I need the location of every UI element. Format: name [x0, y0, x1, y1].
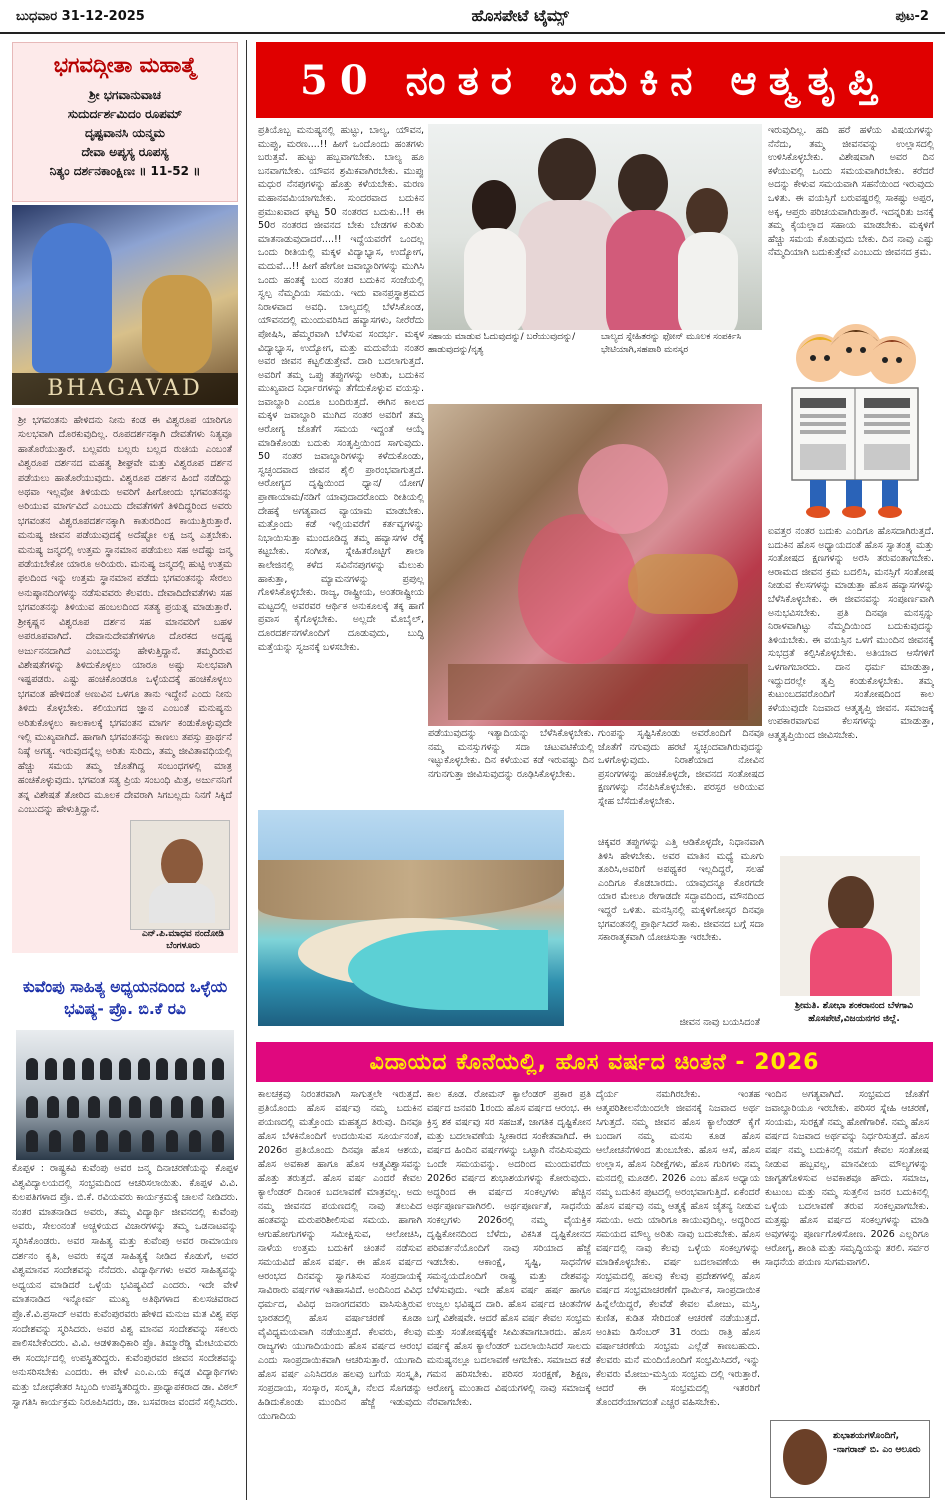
bride-bangles [518, 514, 638, 664]
group-row-back [26, 1058, 224, 1080]
group-row-front [26, 1130, 224, 1152]
article1-column-1: ಪ್ರತಿಯೊಬ್ಬ ಮನುಷ್ಯನಲ್ಲಿ ಹುಟ್ಟು, ಬಾಲ್ಯ, ಯೌವನ, ಮುಪ್ಪು, ಮರಣ....!! ಹೀಗೆ ಒಂದೊಂದು ಹಂತಗಳು ಬರುತ್ತವೆ. ಹುಟ್ಟು ಹಬ್ಬವಾಗಬೇಕು. ಬಾಲ್ಯ ಹೂ ಬನವಾಗಬೇಕು. ಯೌವನ ಶ್ರಮಿಕವಾಗಿರಬೇಕು. ಮುಪ್ಪು ಮಧುರ ನೆನಪುಗಳನ್ನು ಹೊತ್ತು ಕಳೆಯಬೇಕು. ಮರಣ ಮಹಾನವಮಿಯಾಗಬೇಕು. ಸುಂದರವಾದ ಬದುಕಿನ ಪ್ರಮುಖವಾದ ಘಟ್ಟ 50 ನಂತರದ ಬದುಕು..!! ಈ 50ರ ನಂತರದ ಜೀವನದ ಬೇಕು ಬೇಡಗಳ ಕುರಿತು ಮಾತನಾಡುವುದಾದರೆ....!! ಇದ್ದೆಯವರೆಗೆ ಒಂದಲ್ಲ ಒಂದು ರೀತಿಯಲ್ಲಿ ಮಕ್ಕಳ ವಿದ್ಯಾಭ್ಯಾಸ, ಉದ್ಯೋಗ, ಮದುವೆ...!! ಹೀಗೆ ಹೇಗೋ ಜವಾಬ್ದಾರಿಗಳನ್ನು ಮುಗಿಸಿ ಒಂದು ಹಂತಕ್ಕೆ ಬಂದ ನಂತರ ಬದುಕಿನ ಸಂಜೆಯಲ್ಲಿ ಸ್ವಲ್ಪ ನೆಮ್ಮದಿಯ ಸಮಯ. ಇದು ವಾನಪ್ರಸ್ಥಾಶ್ರಮದ ನಿರಾಳವಾದ ಅವಧಿ. ಬಾಲ್ಯದಲ್ಲಿ ಬೆಳೆಸಿಕೊಂಡ, ಯೌವನದಲ್ಲಿ ಮುಂದುವರಿಸಿದ ಹವ್ಯಾಸಗಳು, ನೀರೆರೆದು ಪೋಷಿಸಿ, ಹೆಮ್ಮರವಾಗಿ ಬೆಳೆಸುವ ಸಂದರ್ಭ. ಮಕ್ಕಳ ವಿದ್ಯಾಭ್ಯಾಸ, ಉದ್ಯೋಗ, ಮತ್ತು ಮದುವೆಯ ನಂತರ ಅವರ ಜೀವನ ಕಟ್ಟಲಿಡುತ್ತೇವೆ. ದಾರಿ ಬದಲಾಗುತ್ತದೆ. ಅವರಿಗೆ ತಮ್ಮ ಒಪ್ಪು ತಪ್ಪುಗಳನ್ನು ಅರಿತು, ಬದುಕಿನ ಮುಖ್ಯವಾದ ನಿರ್ಧಾರಗಳನ್ನು ತೆಗೆದುಕೊಳ್ಳುವ ವಯಸ್ಸು. ಜವಾಬ್ದಾರಿ ಎಂದೂ ಬಂದಿರುತ್ತದೆ. ಈಗಿನ ಕಾಲದ ಮಕ್ಕಳ ಜವಾಬ್ದಾರಿ ಮುಗಿದ ನಂತರ ಅವರಿಗೆ ತಮ್ಮ ಆರೋಗ್ಯ ಜೊತೆಗೆ ಸಮಯ ಇದ್ದಂತೆ ಆಯ್ಕೆ ಮಾಡಿಕೊಂಡು ಬದುಕು ಸಂತೃಪ್ತಿಯಿಂದ ಸಾಗುವುದು. 50 ನಂತರ ಜವಾಬ್ದಾರಿಗಳನ್ನು ಕಳೆದುಕೊಂಡು, ಸ್ವಚ್ಛಂದವಾದ ಜೀವನ ಶೈಲಿ ಪ್ರಾರಂಭವಾಗುತ್ತದೆ. ಆರೋಗ್ಯದ ದೃಷ್ಟಿಯಿಂದ ಧ್ಯಾನ/ ಯೋಗ/ಪ್ರಾಣಾಯಾಮ/ನಡಿಗೆ ಯಾವುದಾದರೊಂದು ರೀತಿಯಲ್ಲಿ ದೇಹಕ್ಕೆ ಅಗತ್ಯವಾದ ವ್ಯಾಯಾಮ ಮಾಡಬೇಕು. ಮತ್ತೊಂದು ಕಡೆ ಇಲ್ಲಿಯವರೆಗೆ ಕರ್ತವ್ಯಗಳನ್ನು ನಿಭಾಯಿಸುತ್ತಾ ಮುಂದೂಡಿದ್ದ ತಮ್ಮ ಹವ್ಯಾಸಗಳ ರೆಕ್ಕೆ ಕಟ್ಟಬೇಕು. ಸಂಗೀತ, ಸ್ನೇಹಿತರೊಟ್ಟಿಗೆ ಶಾಲಾ ಕಾಲೇಜಿನಲ್ಲಿ ಕಳೆದ ಸವಿನೆನಪುಗಳನ್ನು ಮೆಲುಕು ಹಾಕುತ್ತಾ, ಮ್ಯಾಮನಗಳನ್ನು ಪ್ರಪುಲ್ಲ ಗೊಳಿಸಿಕೊಳ್ಳಬೇಕು. ರಾಜ್ಯ, ರಾಷ್ಟ್ರೀಯ, ಅಂತರಾಷ್ಟ್ರೀಯ ಮಟ್ಟದಲ್ಲಿ ಅವರವರ ಆರ್ಥಿಕ ಅನುಕೂಲಕ್ಕೆ ತಕ್ಕ ಹಾಗೆ ಪ್ರವಾಸ ಕೈಗೊಳ್ಳಬೇಕು. ಅಲ್ಲದೇ ಮೊಬೈಲ್, ದೂರದರ್ಶನಗಳೊಂದಿಗೆ ದೂಡುವುದು, ಬುದ್ಧಿ ಮತ್ತೆಯನ್ನು ಸ್ವಜನಕ್ಕೆ ಬಳಸಬೇಕು. [258, 125, 424, 653]
author-dress [810, 928, 892, 996]
gita-verse [13, 86, 237, 181]
father-head [538, 138, 596, 204]
author-caption-shobha: ಶ್ರೀಮತಿ. ಶೋಭಾ ಶಂಕರಾನಂದ ಬೆಳಗಾವಿ ಹೊಸಪೇಟೆ,ವಿಜಯನಗರ ಜಿಲ್ಲೆ. [795, 1001, 913, 1024]
father-body [518, 200, 618, 330]
author-face [161, 839, 203, 889]
article1-headline-banner [256, 42, 933, 118]
family-photo-caption [428, 331, 762, 357]
author-box-nagaraj [770, 1420, 930, 1498]
article2-column-3: ದೈರ್ಯ ನಮಗಿರಬೇಕು. ಇಂತಹ ಆತ್ಮಪರಿಶೀಲನೆಯಿಂದಲೇ ಜೀವನಕ್ಕೆ ನಿಜವಾದ ಅರ್ಥ ಸಿಗುತ್ತದೆ. ನಮ್ಮ ಜೀವನ ಹೊಸ ಕ್ಯಾಲೆಂಡರ್ ಕೈಗೆ ಬಂದಾಗ ನಮ್ಮ ಮನಸು ಕೂಡ ಹೊಸ ಆಲೋಚನೆಗಳಿಂದ ತುಂಬಬೇಕು. ಹೊಸ ಆಸೆ, ಹೊಸ ಉಲ್ಲಾಸ, ಹೊಸ ನಿರೀಕ್ಷೆಗಳು, ಹೊಸ ಗುರಿಗಳು ನಮ್ಮ ಮನದಲ್ಲಿ ಮೂಡಲಿ. 2026 ಎಂಬ ಹೊಸ ಅಧ್ಯಾಯ ನಮ್ಮ ಬದುಕಿನ ಪುಟದಲ್ಲಿ ಅರಂಭವಾಗುತ್ತಿದೆ. ಏಕೆಂದರೆ ಹೊಸ ವರ್ಷವು ನಮ್ಮ ಆತ್ಮಕ್ಕೆ ಹೊಸ ಚೈತನ್ಯ ನೀಡುವ ಸಮಯ. ಅದು ಯಾರಿಗೂ ಕಾಯುವುದಿಲ್ಲ. ಅದ್ದರಿಂದ ಸಮಯದ ಮೌಲ್ಯ ಅರಿತು ನಾವು ಬದುಕಬೇಕು. ಹೊಸ ವರ್ಷದಲ್ಲಿ ನಾವು ಕೆಲವು ಒಳ್ಳೆಯ ಸಂಕಲ್ಪಗಳನ್ನು ಮಾಡಿಕೊಳ್ಳಬೇಕು. ವರ್ಷ ಬದಲಾವಣೆಯ ಈ ಸಂಭ್ರಮದಲ್ಲಿ ಹಲವು ಕೆಲವು ಪ್ರದೇಶಗಳಲ್ಲಿ ಹೊಸ ವರ್ಷದ ಸಂಭ್ರಮಾಚರಣೆಗೆ ಧಾರ್ಮಿಕ, ಸಾಂಪ್ರದಾಯಿಕ ಹಿನ್ನೆಲೆಯಿದ್ದರೆ, ಕೆಲವೆಡೆ ಕೇವಲ ಮೋಜು, ಮಸ್ತಿ, ಕುಣಿತ, ಕುಡಿತ ಸೇರಿದಂತೆ ಆಚರಣೆ ನಡೆಯುತ್ತದೆ. ಅಂತಿಮ ಡಿಸೆಂಬರ್ 31 ರಂದು ರಾತ್ರಿ ಹೊಸ ವರ್ಷಾಚರಣೆಯ ಸಂಭ್ರಮ ಎಲ್ಲೆಡೆ ಕಾಣಬಹುದು. ಕೆಲವರು ಮನೆ ಮಂದಿಯೊಂದಿಗೆ ಸಂಭ್ರಮಿಸಿದರೆ, ಇನ್ನು ಕೆಲವರು ಮೋಜು-ಮಸ್ತಿಯ ಸಂಭ್ರಮ ದಲ್ಲಿ ಇರುತ್ತಾರೆ. ಆದರೆ ಈ ಸಂಭ್ರಮದಲ್ಲಿ ಇತರರಿಗೆ ತೊಂದರೆಯಾಗದಂತೆ ಎಚ್ಚರ ವಹಿಸಬೇಕು. [596, 1089, 760, 1408]
girl-head [472, 180, 516, 234]
caption-right: ಬಾಲ್ಯದ ಸ್ನೇಹಿತರನ್ನು ಫೋನ್ ಮೂಲಕ ಸಂಪರ್ಕಿಸಿ ಭೇಟಿಯಾಗಿ,ಸಹಪಾಠಿ ಮನಸ್ಕರ [601, 332, 742, 355]
verse-line: ಶ್ರೀ ಭಗವಾನುವಾಚ [89, 88, 161, 102]
article1-mid-column-a: ಪಡೆಯುವುದನ್ನು ಇತ್ಯಾದಿಯನ್ನು ಬೆಳೆಸಿಕೊಳ್ಳಬೇಕು. ನಮ್ಮ ಮನಸ್ಸುಗಳನ್ನು ಸದಾ ಚಟುವಟಿಕೆಯಲ್ಲಿ ಇಟ್ಟುಕೊಳ್ಳಬೇಕು. ದಿನ ಕಳೆಯುವ ಕಡೆ ಇರುವಷ್ಟು ದಿನ ನಗುನಗುತ್ತಾ ಜೀವಿಸುವುದನ್ನು ರೂಢಿಸಿಕೊಳ್ಳಬೇಕು. [428, 728, 594, 780]
article1-right-column-top: ಇರುವುದಿಲ್ಲ. ಹದಿ ಹರೆ ಹಳೆಯ ವಿಷಯಗಳನ್ನು ನೆನೆದು, ತಮ್ಮ ಜೀವನವನ್ನು ಉಲ್ಲಾಸದಲ್ಲಿ ಉಳಿಸಿಕೊಳ್ಳಬೇಕು. ವಿಶೇಷವಾಗಿ ಅವರ ದಿನ ಕಳೆಯುವಲ್ಲಿ ಒಂದು ಸಮಯವಾಗಿರಬೇಕು. ಕರೆದರೆ ಅದನ್ನು ಕೇಳುವ ಸಮಯವಾಗಿ ಸಹನೆಯಿಂದ ಇರುವುದು ಒಳಿತು. ಈ ವಯಸ್ಸಿಗೆ ಬರುವಷ್ಟರಲ್ಲಿ ಸಾಕಷ್ಟು ಅಪ್ಪರ, ಅಕ್ಕ, ಆಪ್ತರು ಪರಿಚಯವಾಗಿರುತ್ತಾರೆ. ಇದನ್ನರಿತು ಜನಕ್ಕೆ ತಮ್ಮ ಕೈಯಲ್ಲಾದ ಸಹಾಯ ಮಾಡಬೇಕು. ಮಕ್ಕಳಿಗೆ ಹೆಚ್ಚು ಸಮಯ ಕೊಡುವುದು ಬೇಕು. ದಿನ ನಾವು ಎಷ್ಟು ನೆಮ್ಮದಿಯಾಗಿ ಬದುಕುತ್ತೇವೆ ಎಂಬುದು ಜೀವನದ ಕ್ರಮ. [768, 125, 934, 259]
issue-date: ಬುಧವಾರ 31-12-2025 [16, 8, 145, 24]
krishna-figure [32, 223, 112, 373]
image-banner-text: BHAGAVAD [12, 373, 238, 405]
gita-box [12, 42, 238, 202]
gita-article-body: ಶ್ರೀ ಭಗವಂತನು ಹೇಳಿದನು ನೀನು ಕಂಡ ಈ ವಿಶ್ವರೂಪ ಯಾರಿಗೂ ಸುಲಭವಾಗಿ ದೊರಕುವುದಿಲ್ಲ. ರೂಪದರ್ಶನಕ್ಕಾಗಿ ದೇವತೆಗಳು ನಿತ್ಯವೂ ಹಾತೊರೆಯುತ್ತಾರೆ. ಬಲ್ಲವರು ಬಲ್ಲರು ಬಲ್ಲದ ರುಚಿಯ ಎಂಬಂತೆ ವಿಶ್ವರೂಪ ದರ್ಶನದ ಮಹತ್ವ ಶೀಘ್ರವೇ ಮತ್ತು ವಿಶ್ವರೂಪ ದರ್ಶನ ಪಡೆಯಲು ಹಾತೊರೆಯುವುದು. ವಿಶ್ವರೂಪ ದರ್ಶನ ಹಿಂದೆ ನಡೆದಿದ್ದು ಅಥವಾ ಇಲ್ಲವೋ ತಿಳಿಯದು ಅವರಿಗೆ ಹೀಗೋಂದು ಭಗವಂತನನ್ನು ಅರಿಯುವ ಮಾರ್ಗವಿದೆ ಎಂಬುದು ದೇವತೆಗಳಿಗೆ ತಿಳಿದಿದ್ದರಿಂದ ಅವರು ಭಗವಂತನ ವಿಶ್ವರೂಪದರ್ಶನಕ್ಕಾಗಿ ಕಾತುರದಿಂದ ಕಾಯುತ್ತಿರುತ್ತಾರೆ. ಮನುಷ್ಯ ಜೀವನ ಪಡೆಯುವುದಕ್ಕೆ ಅದೆಷ್ಟೋ ಲಕ್ಷ ಜನ್ಮ ಎತ್ತಬೇಕು. ಮನುಷ್ಯ ಜನ್ಮದಲ್ಲಿ ಉತ್ತಮ ಸ್ಥಾನಮಾನ ಪಡೆಯಲು ಸಹ ಅದೆಷ್ಟು ಜನ್ಮ ಪಡೆಯಬೇಕೋ ಯಾರೂ ಅರಿಯರು. ಮನುಷ್ಯ ಜನ್ಮದಲ್ಲಿ ಹುಟ್ಟಿ ಉತ್ತಮ ಫಲದಿಂದ ಇನ್ನು ಉತ್ತಮ ಸ್ಥಾನಮಾನ ಪಡೆದು ಭಗವಂತನನ್ನು ಸೇರಲು ಅನುಷ್ಠಾನದಿಂಗಳನ್ನು ನಡೆಸುವವರು ಕೆಲವರು. ದೇವಾದಿದೇವತೆಗಳು ಸಹ ಭಗವಂತನನ್ನು ತಿಳಿಯುವ ಹಂಬಲದಿಂದ ಸತತ್ಯ ಪ್ರಯತ್ನ ಮಾಡುತ್ತಾರೆ. ಶ್ರೀಕೃಷ್ಣನ ವಿಶ್ವರೂಪ ದರ್ಶನ ಸಹ ಮಾನವರಿಗೆ ಬಹಳ ಅಪರೂಪವಾಗಿದೆ. ದೇವಾನುದೇವತೆಗಳಿಗೂ ದೊರಕದ ಅದೃಷ್ಟ ಅರ್ಜುನನದಾಗಿದೆ ಎಂಬುದನ್ನು ಹೇಳುತ್ತಿದ್ದಾನೆ. ತಮ್ಮದಿರುವ ವಿಶೇಷತೆಗಳನ್ನು ತಿಳಿದುಕೊಳ್ಳಲು ಯಾರೂ ಅಷ್ಟು ಸುಲಭವಾಗಿ ಇಷ್ಟಪಡರು. ಎಷ್ಟು ಹಂಚಿಕೊಂಡರೂ ಒಳ್ಳೆಯದಕ್ಕೆ ಹಂಚಿಕೊಳ್ಳಲು ಭಗವಂತ ಹೇಳಿದಂತೆ ಅಣುವಿನ ಒಳಗೂ ತಾನು ಇದ್ದೇನೆ ಎಂದು ನೀನು ತಿಳಿದು ಕೊಳ್ಳಬೇಕು. ಕಲಿಯುಗದ ಜ್ಞಾನ ಎಂಬಂತೆ ಮನುಷ್ಯನು ಅರಿತುಕೊಳ್ಳಲು ಕಾಲಕಾಲಕ್ಕೆ ಭಗವಂತನ ಮಾರ್ಗ ಕಂಡುಕೊಳ್ಳುವುದೇ ಇಲ್ಲಿ ಮುಖ್ಯವಾಗಿದೆ. ಹಾಗಾಗಿ ಭಗವಂತನನ್ನು ಕಾಣಲು ತಪಸ್ಸು ಪ್ರಾರ್ಥನೆ ನಿಷ್ಠೆ ಅಗತ್ಯ. ಇರುವುದನ್ನೆಲ್ಲ ಅರಿತು ಸುರಿದು, ತಮ್ಮ ಜೀವಿತಾವಧಿಯಲ್ಲಿ ಹೆಚ್ಚು ಸಮಯ ತಮ್ಮ ಜೊತೆಗಿದ್ದ ಸಂಬಂಧಗಳಲ್ಲಿ ಮಾತ್ರ ಹಂಚಿಕೊಳ್ಳುವುದು. ಭಗವಂತ ಸತ್ಯ ಪ್ರಿಯ ಸಂಬಂಧಿ ಮಿತ್ರ, ಅರ್ಜುನನಿಗೆ ತನ್ನ ವಿಶೇಷತೆ ತೋರಿದ ಮೂಲಕ ದೇವರಾಗಿ ಸಿಗಬಲ್ಲದು ನಿನಗೆ ಸಿಕ್ಕಿದೆ ಎಂಬುದನ್ನು ಹೇಳುತ್ತಿದ್ದಾನೆ. [12, 408, 238, 953]
kuvempu-article-body: ಕೊಪ್ಪಳ : ರಾಷ್ಟ್ರಕವಿ ಕುವೆಂಪು ಅವರ ಜನ್ಮ ದಿನಾಚರಣೆಯನ್ನು ಕೊಪ್ಪಳ ವಿಶ್ವವಿದ್ಯಾಲಯದಲ್ಲಿ ಸಂಭ್ರಮದಿಂದ ಆಚರಿಸಲಾಯಿತು. ಕೊಪ್ಪಳ ವಿ.ವಿ. ಕುಲಪತಿಗಳಾದ ಪ್ರೊ. ಬಿ.ಕೆ. ರವಿಯವರು ಕಾರ್ಯಕ್ರಮಕ್ಕೆ ಚಾಲನೆ ನೀಡಿದರು. ನಂತರ ಮಾತನಾಡಿದ ಅವರು, ತಮ್ಮ ವಿದ್ಯಾರ್ಥಿ ಜೀವನದಲ್ಲಿ ಕುವೆಂಪು ಅವರು, ಸೇಲಂನಂತೆ ಅಚ್ಚಳಿಯದ ವಿಚಾರಗಳನ್ನು ತಮ್ಮ ಒಡನಾಟವನ್ನು ಸ್ಮರಿಸಿಕೊಂಡರು. ಅವರ ಸಾಹಿತ್ಯ ಮತ್ತು ಕುವೆಂಪು ಅವರ ರಾಮಾಯಣ ದರ್ಶನಂ ಕೃತಿ, ಅವರು ಕನ್ನಡ ಸಾಹಿತ್ಯಕ್ಕೆ ನೀಡಿದ ಕೊಡುಗೆ, ಅವರ ವಿಶ್ವಮಾನವ ಸಂದೇಶವನ್ನು ನೆನೆದರು. ವಿದ್ಯಾರ್ಥಿಗಳು ಅವರ ಸಾಹಿತ್ಯವನ್ನು ಅಧ್ಯಯನ ಮಾಡಿದರೆ ಒಳ್ಳೆಯ ಭವಿಷ್ಯವಿದೆ ಎಂದರು. ಇದೇ ವೇಳೆ ಮಾತನಾಡಿದ ಇನ್ನೋರ್ವ ಮುಖ್ಯ ಅತಿಥಿಗಳಾದ ಕುಲಸಚಿವರಾದ ಪ್ರೊ.ಕೆ.ವಿ.ಪ್ರಸಾದ್ ಅವರು ಕುವೆಂಪುರವರು ಹೇಳಿದ ಮನುಜ ಮತ ವಿಶ್ವ ಪಥ ಸಂದೇಶವನ್ನು ಸ್ಮರಿಸಿದರು. ಅವರ ವಿಶ್ವ ಮಾನವ ಸಂದೇಶವನ್ನು ಸಕಲರು ಪಾಲಿಸಬೇಕೆಂದರು. ವಿ.ವಿ. ಆಡಳಿತಾಧಿಕಾರಿ ಪ್ರೊ. ತಿಮ್ಮಾರೆಡ್ಡಿ ಮೇಟಿಯವರು ಈ ಸಂದರ್ಭದಲ್ಲಿ ಉಪಸ್ಥಿತರಿದ್ದರು. ಕುವೆಂಪುರವರ ಜೀವನ ಸಂದೇಶವನ್ನು ಅನುಸರಿಸಬೇಕು ಎಂದರು. ಈ ವೇಳೆ ಎಂ.ಎ.ಯ ಕನ್ನಡ ವಿದ್ಯಾರ್ಥಿಗಳು ಮತ್ತು ಬೋಧಕೇತರ ಸಿಬ್ಬಂದಿ ಉಪಸ್ಥಿತರಿದ್ದರು. ಪ್ರಾಧ್ಯಾಪಕರಾದ ಡಾ. ವಿಠಲ್ ಸ್ವಾಗತಿಸಿ ಕಾರ್ಯಕ್ರಮ ನಿರೂಪಿಸಿದರು, ಡಾ. ಬಸವರಾಜ ವಂದನೆ ಸಲ್ಲಿಸಿದರು. [12, 1163, 238, 1408]
rose-garland [578, 444, 668, 534]
mother-body [606, 210, 686, 330]
article1-mid-column-b: ಗುಂಪನ್ನು ಸೃಷ್ಟಿಸಿಕೊಂಡು ಅವರೊಂದಿಗೆ ದಿನವೂ ಜೊತೆಗೆ ನಗುವುದು ಹರಟೆ ಸ್ವಚ್ಛಂದವಾಗಿರುವುದನ್ನು ಒಳಗೊಳ್ಳುವುದು. ನಿರಾಶೆಯಾದ ನೋವಿನ ಪ್ರಸಂಗಗಳನ್ನು ಹಂಚಿಕೊಳ್ಳದೇ, ಜೀವನದ ಸಂತೋಷದ ಕ್ಷಣಗಳನ್ನು ನೆನಪಿಸಿಕೊಳ್ಳಬೇಕು. ಪರಸ್ಪರ ಅರಿಯುವ ಸ್ನೇಹ ಬೆಸೆದುಕೊಳ್ಳಬೇಕು. [598, 728, 764, 807]
boy-body [678, 232, 738, 330]
author-photo-shobha [780, 856, 920, 996]
caption-left: ಸಹಾಯ ಮಾಡುವ ಓದುವುದನ್ನು/ ಬರೆಯುವುದನ್ನು/ಹಾಡುವುದನ್ನು/ನೃತ್ಯ [428, 332, 576, 355]
article1-mid-column-c: ಚಿಕ್ಕವರ ತಪ್ಪುಗಳನ್ನು ಎತ್ತಿ ಆಡಿಕೊಳ್ಳದೇ, ನಿಧಾನವಾಗಿ ತಿಳಿಸಿ ಹೇಳಬೇಕು. ಅವರ ಮಾತಿನ ಮಧ್ಯೆ ಮೂಗು ತೂರಿಸಿ,ಅವರಿಗೆ ಅಪಥ್ಯಕರ ಇಲ್ಲದಿದ್ದರೆ, ಸಲಹೆ ಎಂದಿಗೂ ಕೊಡಬಾರದು. ಯಾವುದನ್ನೂ ಕೊರಗದೇ ಯಾರ ಮೇಲೂ ರೇಗಾಡದೇ ಸದ್ಭಾವದಿಂದ, ಮೌನದಿಂದ ಇದ್ದರೆ ಒಳಿತು. ಮನಸ್ಸಿನಲ್ಲಿ ಮಕ್ಕಳಿಗೋಸ್ಕರ ದಿನವೂ ಭಗವಂತನಲ್ಲಿ ಪ್ರಾರ್ಥಿಸಿದರೆ ಸಾಕು. ಜೀವನದ ಬಗ್ಗೆ ಸದಾ ಸಕಾರಾತ್ಮಕವಾಗಿ ಯೋಚಿಸುತ್ತಾ ಇರಬೇಕು. [598, 837, 764, 944]
verse-line: ದೃಷ್ಟವಾನಸಿ ಯನ್ಮಮ [85, 126, 165, 140]
article1-bottom-line: ಜೀವನ ನಾವು ಬಯಸಿದಂತೆ [679, 1017, 760, 1028]
author-caption-madhava: ಎನ್.ಪಿ.ಮಾಧವ ನಂದೋಡಿ ಬೆಂಗಳೂರು [142, 929, 224, 951]
article1-headline: 50 ನಂತರ ಬದುಕಿನ ಆತ್ಮತೃಪ್ತಿ [300, 56, 889, 104]
boy-head [686, 188, 728, 238]
bride-dress [448, 664, 748, 720]
author-photo-madhava [130, 820, 230, 930]
author-shirt [149, 883, 215, 923]
girl-body [464, 228, 526, 330]
article2-headline: ವಿದಾಯದ ಕೊನೆಯಲ್ಲಿ, ಹೊಸ ವರ್ಷದ ಚಿಂತನೆ - 2026 [369, 1049, 820, 1075]
krishna-arjuna-image [12, 205, 238, 405]
groom-hand [628, 554, 738, 614]
kuvempu-headline: ಕುವೆಂಪು ಸಾಹಿತ್ಯ ಅಧ್ಯಯನದಿಂದ ಒಳ್ಳೆಯ ಭವಿಷ್ಯ- ಪ್ರೊ. ಬಿ.ಕೆ ರವಿ [22, 978, 228, 1018]
group-photo [16, 1030, 234, 1160]
kids-reading-newspaper-cartoon [780, 310, 930, 520]
article2-headline-banner [256, 1042, 933, 1082]
group-row-mid [26, 1096, 224, 1118]
article2-column-2: ಕಾಲ ಕೂಡ. ರೋಮನ್ ಕ್ಯಾಲೆಂಡರ್ ಪ್ರಕಾರ ಪ್ರತಿ ವರ್ಷದ ಜನವರಿ 1ರಂದು ಹೊಸ ವರ್ಷದ ಆರಂಭ. ಈ ಕ್ರಿಸ್ತ ಶಕ ವರ್ಷವು ಸರ ಸಹಜತೆ, ಜಾಗತಿಕ ದೃಷ್ಟಿಕೋನ ಮತ್ತು ಬದಲಾವಣೆಯ ಸ್ವೀಕಾರದ ಸಂಕೇತವಾಗಿದೆ. ಈ ವರ್ಷದ ಹಿಂದಿನ ವರ್ಷಗಳನ್ನು ಒಟ್ಟಾಗಿ ನೆನಪಿಸುವುದು ಒಂದೇ ಸಮಯವನ್ನು. ಅದರಿಂದ ಮುಂದುವರೆದು 2026ರ ವರ್ಷದ ಶುಭಾಶಯಗಳನ್ನು ಕೋರುವುದು. ಅದ್ದರಿಂದ ಈ ವರ್ಷದ ಸ೦ಕಲ್ಪಗಳು ಹೆಚ್ಚಿನ ಅರ್ಥಪೂರ್ಣವಾಗಿರಲಿ. ಅರ್ಥಪೂರ್ಣತೆ, ಸಾಧನೆಯ ಸಂಕಲ್ಪಗಳು 2026ರಲ್ಲಿ ನಮ್ಮ ವೈಯಕ್ತಿಕ ದೃಷ್ಟಿಕೋನದಿಂದ ಬೆಳೆದು, ವಿಕಸಿತ ದೃಷ್ಟಿಕೋನದ ಪರಿವರ್ತನೆಯೊಂದಿಗೆ ನಾವು ಸರಿಯಾದ ಹೆಜ್ಜೆ ಇಡಬೇಕು. ಆಕಾಂಕ್ಷೆ, ಸೃಷ್ಟಿ, ಸಾಧನೆಗಳ ಸಮನ್ವಯದೊಂದಿಗೆ ರಾಷ್ಟ್ರ ಮತ್ತು ದೇಶವನ್ನು ಬೆಳೆಸುವುದು. ಇದೇ ಹೊಸ ವರ್ಷ ಹರ್ಷ ಹಾಗೂ ಉಜ್ವಲ ಭವಿಷ್ಯದ ದಾರಿ. ಹೊಸ ವರ್ಷದ ಚಿಂತನೆಗಳ ಬಗ್ಗೆ ವಿಶೇಷವೇ. ಆದರೆ ಹೊಸ ವರ್ಷ ಕೇವಲ ಸಂಭ್ರಮ ಮತ್ತು ಸಂತೋಷಕ್ಕಷ್ಟೇ ಸೀಮಿತವಾಗಬಾರದು. ಹೊಸ ವರ್ಷಕ್ಕೆ ಹೊಸ ಕ್ಯಾಲೆಂಡರ್ ಬದಲಾಯಿಸಿದರೆ ಸಾಲದು ಮನುಷ್ಯನಲ್ಲೂ ಬದಲಾವಣೆ ಆಗಬೇಕು. ಸಮಾಜದ ಕಡೆ ಗಮನ ಹರಿಸಬೇಕು. ಪರಿಸರ ಸಂರಕ್ಷಣೆ, ಶಿಕ್ಷಣ, ಆರೋಗ್ಯ ಮುಂತಾದ ವಿಷಯಗಳಲ್ಲಿ ನಾವು ಸಮಾಜಕ್ಕೆ ನೆರವಾಗಬೇಕು. [427, 1089, 591, 1408]
beach-water [348, 930, 548, 1010]
gita-title: ಭಗವದ್ಗೀತಾ ಮಹಾತ್ಮೆ [53, 53, 197, 77]
author-caption-nagaraj: ಶುಭಾಶಯಗಳೊಂದಿಗೆ, -ನಾಗರಾಜ್ ಬಿ. ಎಂ ಆಲೂರು [833, 1431, 921, 1455]
masthead [0, 0, 945, 34]
article2-column-1: ಕಾಲಚಕ್ರವು ನಿರಂತರವಾಗಿ ಸಾಗುತ್ತಲೇ ಇರುತ್ತದೆ. ಪ್ರತಿಯೊಂದು ಹೊಸ ವರ್ಷವು ನಮ್ಮ ಬದುಕಿನ ಪಯಣದಲ್ಲಿ ಮತ್ತೊಂದು ಮಹತ್ವದ ತಿರುವು. ದಿನವೂ ಹೊಸ ಬೆಳಕಿನೊಂದಿಗೆ ಉದಯಿಸುವ ಸೂರ್ಯನಂತೆ, 2026ರ ಪ್ರತಿಯೊಂದು ದಿನವೂ ಹೊಸ ಆಶಯ, ಹೊಸ ಅವಕಾಶ ಹಾಗೂ ಹೊಸ ಆತ್ಮವಿಶ್ವಾಸವನ್ನು ಹೊತ್ತು ತರುತ್ತದೆ. ಹೊಸ ವರ್ಷ ಎಂದರೆ ಕೇವಲ ಕ್ಯಾಲೆಂಡರ್ ದಿನಾಂಕ ಬದಲಾವಣೆ ಮಾತ್ರವಲ್ಲ. ಅದು ನಮ್ಮ ಜೀವನದ ಪಯಣದಲ್ಲಿ ನಾವು ತಲುಪಿದ ಹಂತವನ್ನು ಮರುಪರಿಶೀಲಿಸುವ ಸಮಯ. ಹಾಗಾಗಿ ಆಗುಹೋಗುಗಳನ್ನು ಸಮೀಕ್ಷಿಸುವ, ಆಲೋಚಿಸಿ, ನಾಳೆಯ ಉತ್ತಮ ಬದುಕಿಗೆ ಚಿಂತನೆ ನಡೆಸುವ ಸಮಯವಿದೆ ಹೊಸ ವರ್ಷ. ಈ ಹೊಸ ವರ್ಷದ ಆರಂಭದ ದಿನವನ್ನು ಸ್ವಾಗತಿಸುವ ಸಂಪ್ರದಾಯಕ್ಕೆ ಸಾವಿರಾರು ವರ್ಷಗಳ ಇತಿಹಾಸವಿದೆ. ಅಂದಿನಿಂದ ವಿವಿಧ ಧರ್ಮದ, ವಿವಿಧ ಜನಾಂಗದವರು ವಾಸಿಸುತ್ತಿರುವ ಭಾರತದಲ್ಲಿ ಹೊಸ ವರ್ಷಾಚರಣೆ ಕೂಡಾ ವೈವಿಧ್ಯಮಯವಾಗಿ ನಡೆಯುತ್ತದೆ. ಕೆಲವರು, ಕೆಲವು ರಾಜ್ಯಗಳು ಯುಗಾದಿಯಂದು ಹೊಸ ವರ್ಷದ ಆರಂಭ ಎಂದು ಸಾಂಪ್ರದಾಯಿಕವಾಗಿ ಆಚರಿಸುತ್ತಾರೆ. ಯುಗಾದಿ ಹೊಸ ವರ್ಷ ಎನಿಸಿದರೂ ಹಲವು ಬಗೆಯ ಸಂಸ್ಕೃತಿ, ಸಂಪ್ರದಾಯ, ಸಂಸ್ಕಾರ, ಸಂಸ್ಕೃತಿ, ನೆಲದ ಸೊಗಡನ್ನು ಹಿಡಿದುಕೊಂಡು ಮುಂದಿನ ಹೆಜ್ಜೆ ಇಡುವುದು ಯುಗಾದಿಯ [258, 1089, 422, 1422]
verse-line: ದೇವಾ ಅಪ್ಯಸ್ಯ ರೂಪಸ್ಯ [81, 145, 169, 159]
beach-cliff [258, 860, 564, 920]
page-number: ಪುಟ-2 [895, 8, 929, 24]
beach-photo [258, 810, 564, 1026]
author-face [783, 1429, 827, 1485]
column-divider [246, 40, 247, 1500]
wedding-hands-photo [428, 404, 762, 726]
paper-name: ಹೊಸಪೇಟೆ ಟೈಮ್ಸ್ [471, 6, 569, 25]
mother-head [618, 154, 668, 214]
arjuna-figure [142, 275, 212, 375]
article1-right-column-mid: ಐವತ್ತರ ನಂತರ ಬದುಕು ಎಂದಿಗೂ ಹೊಸದಾಗಿರುತ್ತದೆ. ಬದುಕಿನ ಹೊಸ ಅಧ್ಯಾಯದಂತೆ ಹೊಸ ಸ್ವಾತಂತ್ರ್ಯ ಮತ್ತು ಸಂತೋಷದ ಕ್ಷಣಗಳನ್ನು ಅರಸಿ ತರುವಂತಾಗಬೇಕು. ಆರಾಮದ ಜೀವನ ಕ್ರಮ ಬದಲಿಸಿ, ಮನಸ್ಸಿಗೆ ಸಂತೋಷ ನೀಡುವ ಕೆಲಸಗಳನ್ನು ಮಾಡುತ್ತಾ ಹೊಸ ಹವ್ಯಾಸಗಳನ್ನು ಬೆಳೆಸಿಕೊಳ್ಳಬೇಕು. ಈ ಜೀವನವನ್ನು ಸಂಪೂರ್ಣವಾಗಿ ಅನುಭವಿಸಬೇಕು. ಪ್ರತಿ ದಿನವೂ ಮನಸ್ಸನ್ನು ನಿರಾಳವಾಗಿಟ್ಟು ನೆಮ್ಮದಿಯಿಂದ ಬದುಕುವುದನ್ನು ತಿಳಿಯಬೇಕು. ಈ ವಯಸ್ಸಿನ ಒಳಗೆ ಮುಂದಿನ ಜೀವನಕ್ಕೆ ಸುಭದ್ರತೆ ಕಲ್ಪಿಸಿಕೊಳ್ಳಬೇಕು. ಅತಿಯಾದ ಆಸೆಗಳಿಗೆ ಒಳಗಾಗಬಾರದು. ದಾನ ಧರ್ಮ ಮಾಡುತ್ತಾ, ಇದ್ದುದರಲ್ಲೇ ತೃಪ್ತಿ ಕಂಡುಕೊಳ್ಳಬೇಕು. ತಮ್ಮ ಕುಟುಂಬದವರೊಂದಿಗೆ ಸಂತೋಷದಿಂದ ಕಾಲ ಕಳೆಯುವುದೇ ನಿಜವಾದ ಆತ್ಮತೃಪ್ತಿ ಜೀವನ. ಸಮಾಜಕ್ಕೆ ಉಪಕಾರವಾಗುವ ಕೆಲಸಗಳನ್ನು ಮಾಡುತ್ತಾ, ಆತ್ಮತೃಪ್ತಿಯಿಂದ ಜೀವಿಸಬೇಕು. [768, 526, 934, 741]
author-face [828, 876, 874, 932]
verse-line: ನಿತ್ಯಂ ದರ್ಶನಕಾಂಕ್ಷಿಣಃ ॥ 11-52 ॥ [49, 164, 201, 178]
article2-column-4: ಇಂದಿನ ಅಗತ್ಯವಾಗಿದೆ. ಸಂಭ್ರಮದ ಜೊತೆಗೆ ಜವಾಬ್ದಾರಿಯೂ ಇರಬೇಕು. ಪರಿಸರ ಸ್ನೇಹಿ ಆಚರಣೆ, ಸಂಯಮ, ಸುರಕ್ಷತೆ ನಮ್ಮ ಹೊಣೆಗಾರಿಕೆ. ನಮ್ಮ ಹೊಸ ವರ್ಷದ ನಿಜವಾದ ಅರ್ಥವನ್ನು ನಿರ್ಧರಿಸುತ್ತದೆ. ಹೊಸ ವರ್ಷ ನಮ್ಮ ಬದುಕಿನಲ್ಲಿ ನಮಗೆ ಕೇವಲ ಸಂತೋಷ ನೀಡುವ ಹಬ್ಬವಲ್ಲ, ಮಾನವೀಯ ಮೌಲ್ಯಗಳನ್ನು ಜಾಗೃತಗೊಳಿಸುವ ಅವಕಾಶವೂ ಹೌದು. ಸಮಾಜ, ಕುಟುಂಬ ಮತ್ತು ನಮ್ಮ ಸುತ್ತಲಿನ ಜನರ ಬದುಕಿನಲ್ಲಿ ಒಳ್ಳೆಯ ಬದಲಾವಣೆ ತರುವ ಸಂಕಲ್ಪವಾಗಬೇಕು. ಮತ್ತಷ್ಟು ಹೊಸ ವರ್ಷದ ಸಂಕಲ್ಪಗಳನ್ನು ಮಾಡಿ ಅವುಗಳನ್ನು ಪೂರ್ಣಗೊಳಿಸೋಣ. 2026 ಎಲ್ಲರಿಗೂ ಆರೋಗ್ಯ, ಶಾಂತಿ ಮತ್ತು ಸಮೃದ್ಧಿಯನ್ನು ತರಲಿ. ಸರ್ವರ ಸಾಧನೆಯ ಪಯಣ ಸುಗಮವಾಗಲಿ. [765, 1089, 929, 1268]
family-photo [428, 124, 762, 330]
verse-line: ಸುದುರ್ದರ್ಶಮಿದಂ ರೂಪಮ್ [67, 107, 183, 121]
